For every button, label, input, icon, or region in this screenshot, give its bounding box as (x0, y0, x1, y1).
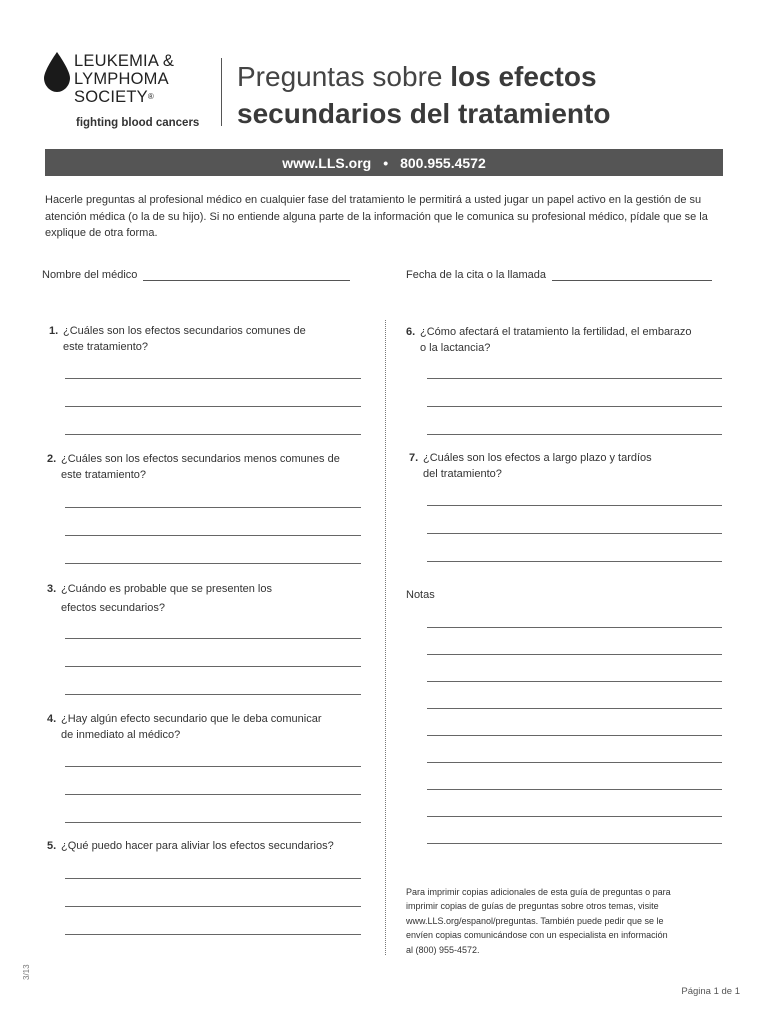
question-text: ¿Cómo afectará el tratamiento la fertilidad, el embarazo (420, 326, 692, 338)
org-name-line-3: SOCIETY (74, 88, 148, 106)
org-tagline: fighting blood cancers (76, 117, 200, 129)
website-link[interactable]: www.LLS.org (282, 154, 372, 171)
answer-line[interactable] (65, 878, 361, 879)
print-note-line: envíen copias comunicándose con un especialista en información (406, 930, 668, 941)
appointment-date-label: Fecha de la cita o la llamada (406, 269, 547, 281)
contact-bar (45, 149, 723, 176)
question-text: ¿Cuáles son los efectos secundarios menos comunes de (61, 453, 340, 465)
contact-separator: • (383, 154, 389, 171)
question-number: 1. (49, 325, 59, 337)
page-title (237, 58, 610, 132)
notes-line[interactable] (427, 681, 722, 682)
org-name-line-1: LEUKEMIA & (74, 52, 175, 70)
column-divider (385, 320, 386, 955)
answer-line[interactable] (427, 434, 722, 435)
notes-line[interactable] (427, 654, 722, 655)
doctor-name-field[interactable] (42, 268, 350, 281)
question-text: efectos secundarios? (61, 602, 165, 614)
print-note-line: Para imprimir copias adicionales de esta guía de preguntas o para (406, 887, 671, 897)
question-number: 3. (47, 583, 57, 595)
answer-line[interactable] (65, 906, 361, 907)
page-number: Página 1 de 1 (681, 986, 740, 997)
doctor-name-label: Nombre del médico (42, 269, 138, 281)
notes-line[interactable] (427, 816, 722, 817)
question-text: del tratamiento? (423, 468, 502, 480)
answer-line[interactable] (427, 406, 722, 407)
registered-mark: ® (147, 92, 154, 101)
notes-line[interactable] (427, 789, 722, 790)
question-4 (47, 711, 322, 743)
notes-line[interactable] (427, 708, 722, 709)
notes-line[interactable] (427, 843, 722, 844)
question-3 (47, 580, 272, 618)
answer-line[interactable] (65, 507, 361, 508)
question-number: 4. (47, 713, 57, 725)
answer-line[interactable] (65, 638, 361, 639)
answer-line[interactable] (427, 505, 722, 506)
print-note-line: www.LLS.org/espanol/preguntas. También puede pedir que se le (406, 915, 664, 926)
print-copies-note (406, 885, 716, 957)
intro-paragraph: Hacerle preguntas al profesional médico en cualquier fase del tratamiento le permitirá a usted jugar un papel activo en la gestión de su atención médica (o la de su hijo). Si no entiende alguna parte de la información que le comunica su profesional médico, pídale que se la explique de otra forma. (45, 194, 708, 239)
question-number: 7. (409, 452, 419, 464)
question-number: 5. (47, 840, 57, 852)
question-text: este tratamiento? (63, 341, 148, 353)
answer-line[interactable] (65, 434, 361, 435)
print-note-line: imprimir copias de guías de preguntas sobre otros temas, visite (406, 901, 659, 912)
answer-line[interactable] (427, 533, 722, 534)
answer-line[interactable] (65, 822, 361, 823)
question-text: ¿Cuáles son los efectos secundarios comunes de (63, 325, 306, 337)
doctor-name-line[interactable] (143, 268, 350, 281)
question-6 (406, 324, 691, 356)
question-text: ¿Hay algún efecto secundario que le deba comunicar (61, 713, 322, 725)
question-number: 6. (406, 326, 416, 338)
phone-number: 800.955.4572 (400, 154, 486, 171)
answer-line[interactable] (65, 666, 361, 667)
question-5 (47, 838, 334, 854)
org-name-line-2: LYMPHOMA (74, 70, 169, 88)
title-bold-1: los efectos (450, 61, 597, 92)
question-text: ¿Qué puedo hacer para aliviar los efectos secundarios? (61, 840, 334, 852)
answer-line[interactable] (427, 561, 722, 562)
notes-line[interactable] (427, 762, 722, 763)
question-2 (47, 451, 340, 483)
question-1 (49, 323, 306, 355)
answer-line[interactable] (65, 766, 361, 767)
answer-line[interactable] (65, 694, 361, 695)
answer-line[interactable] (65, 934, 361, 935)
answer-line[interactable] (65, 535, 361, 536)
question-text: o la lactancia? (420, 342, 491, 354)
title-regular: Preguntas sobre (237, 61, 451, 92)
question-7 (409, 450, 652, 482)
question-number: 2. (47, 453, 57, 465)
document-code: 3/13 (22, 964, 31, 980)
print-note-line: al (800) 955-4572. (406, 944, 480, 955)
question-text: este tratamiento? (61, 469, 146, 481)
answer-line[interactable] (427, 378, 722, 379)
question-text: ¿Cuándo es probable que se presenten los (61, 583, 272, 595)
answer-line[interactable] (65, 378, 361, 379)
lls-logo (44, 52, 219, 132)
answer-line[interactable] (65, 794, 361, 795)
title-bold-2: secundarios del tratamiento (237, 98, 611, 129)
notes-line[interactable] (427, 735, 722, 736)
appointment-date-field[interactable] (406, 268, 712, 281)
answer-line[interactable] (65, 563, 361, 564)
question-text: de inmediato al médico? (61, 729, 181, 741)
question-text: ¿Cuáles son los efectos a largo plazo y tardíos (423, 452, 652, 464)
answer-line[interactable] (65, 406, 361, 407)
org-name (74, 52, 174, 106)
notes-label: Notas (406, 589, 435, 601)
notes-line[interactable] (427, 627, 722, 628)
header-divider (221, 58, 222, 126)
appointment-date-line[interactable] (552, 268, 712, 281)
blood-drop-icon (44, 52, 70, 92)
